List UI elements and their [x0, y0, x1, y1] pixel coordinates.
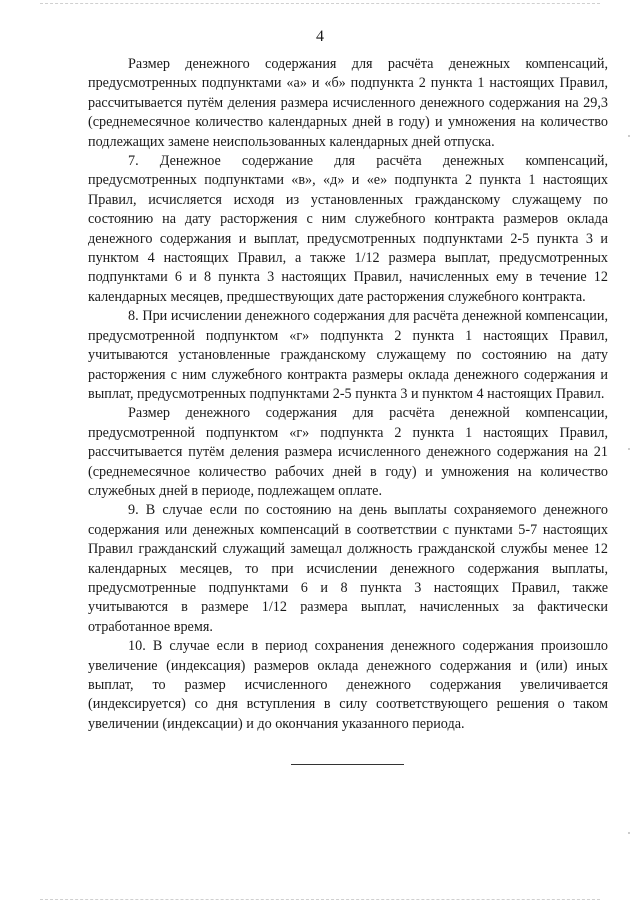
scan-speck [628, 135, 630, 137]
paragraph-compensation-calc: Размер денежного содержания для расчёта денежных компенсаций, предусмотренных подпунктами «а» и «б» подпункта 2 пункта 1 настоящих Правил, рассчитывается путём деления размера исчисленного денежного содержания на 29,3 (среднемесячное количество календарных дней в году) и умножения на количество подлежащих замене неиспользованных календарных дней отпуска. [88, 56, 608, 150]
paragraph-8: 8. При исчислении денежного содержания для расчёта денежной компенсации, предусмотренной подпунктом «г» подпункта 2 пункта 1 настоящих Правил, учитываются установленные гражданскому служащему по состоянию на дату расторжения с ним служебного контракта размеры оклада денежного содержания и выплат, предусмотренных подпунктами 2-5 пункта 3 и пунктом 4 настоящих Правил. [88, 308, 608, 402]
paragraph-9: 9. В случае если по состоянию на день выплаты сохраняемого денежного содержания или денежных компенсаций в соответствии с пунктами 5-7 настоящих Правил гражданский служащий замещал должность гражданской службы менее 12 календарных месяцев, то при исчислении денежного содержания выплаты, предусмотренные подпунктами 6 и 8 пункта 3 настоящих Правил, также учитываются в размере 1/12 размера выплат, начисленных за фактически отработанное время. [88, 502, 608, 635]
scan-edge-bottom [40, 899, 600, 901]
scan-speck [628, 448, 630, 450]
paragraph-8-size-calc: Размер денежного содержания для расчёта денежной компенсации, предусмотренной подпунктом «г» подпункта 2 пункта 1 настоящих Правил, рассчитывается путём деления размера исчисленного денежного содержания на 21 (среднемесячное количество рабочих дней в году) и умножения на количество служебных дней в периоде, подлежащем оплате. [88, 405, 608, 499]
document-body [88, 55, 608, 734]
scan-speck [628, 832, 630, 834]
closing-rule-line [291, 764, 404, 765]
scan-edge-top [40, 3, 600, 5]
paragraph-7: 7. Денежное содержание для расчёта денежных компенсаций, предусмотренных подпунктами «в», «д» и «е» подпункта 2 пункта 1 настоящих Правил, исчисляется исходя из установленных гражданскому служащему по состоянию на дату расторжения с ним служебного контракта размеров оклада денежного содержания и выплат, предусмотренных подпунктами 2-5 пункта 3 и пунктом 4 настоящих Правил, а также 1/12 размера выплат, предусмотренных подпунктами 6 и 8 пункта 3 настоящих Правил, начисленных ему в течение 12 календарных месяцев, предшествующих дате расторжения служебного контракта. [88, 153, 608, 305]
paragraph-10: 10. В случае если в период сохранения денежного содержания произошло увеличение (индексация) размеров оклада денежного содержания и (или) иных выплат, то размер исчисленного денежного содержания увеличивается (индексируется) со дня вступления в силу соответствующего решения о таком увеличении (индексации) и до окончания указанного периода. [88, 638, 608, 732]
page-number: 4 [316, 28, 324, 45]
